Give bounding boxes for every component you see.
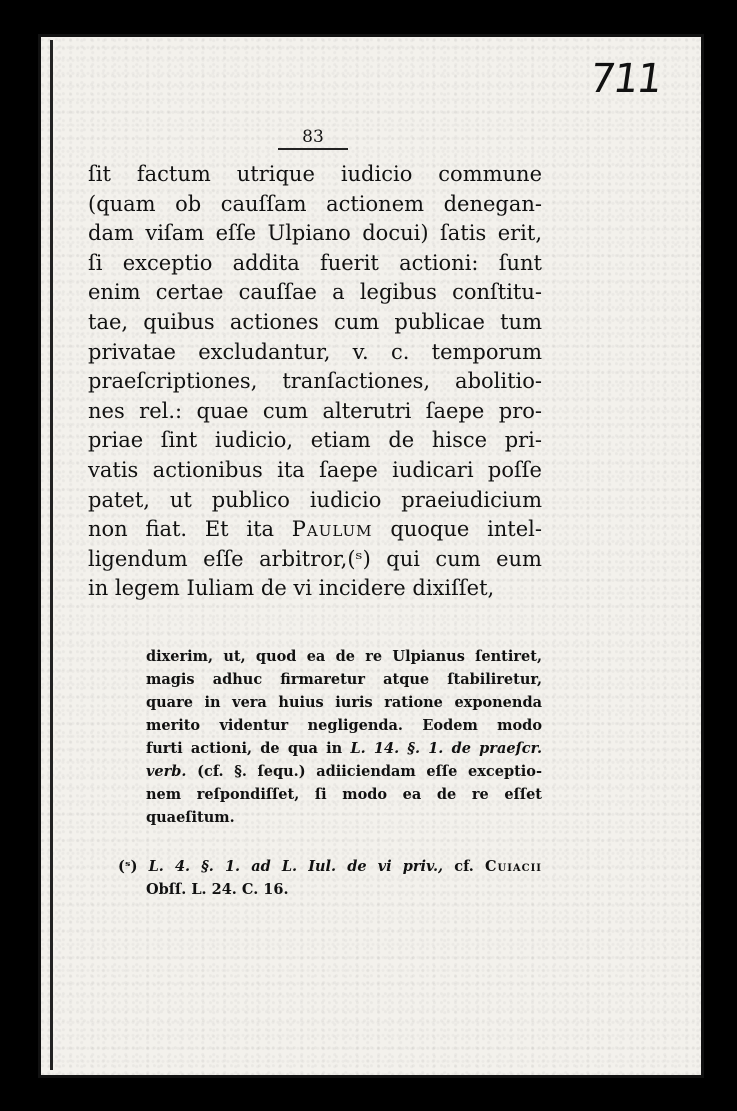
footnote-line: merito videntur negligenda. Eodem modo: [146, 717, 542, 734]
text-line: privatae excludantur, v. c. temporum: [88, 339, 542, 364]
footnote-line: nem reſpondiſſet, ſi modo ea de re eſſet: [146, 786, 542, 803]
page-edge-shadow: [50, 40, 53, 1070]
page-number-rule: [278, 148, 348, 150]
text-segment: (cf. §. ſequ.) adiiciendam eſſe exceptio-: [197, 763, 542, 780]
text-segment: non fiat. Et ita: [88, 517, 275, 542]
text-segment: qui cum eum: [386, 546, 542, 571]
legal-citation: L. 4. §. 1. ad L. Iul. de vi priv.,: [148, 858, 444, 875]
text-line: [88, 515, 542, 545]
text-line: patet, ut publico iudicio praeiudicium: [88, 487, 542, 512]
text-line: ſit factum utrique iudicio commune: [88, 162, 542, 186]
text-segment: furti actioni, de qua in: [146, 740, 343, 757]
text-line: vatis actionibus ita ſaepe iudicari poſſe: [88, 457, 542, 482]
text-line: (quam ob cauſſam actionem denegan-: [88, 191, 542, 216]
text-line: praeſcriptiones, tranſactiones, abolitio-: [88, 369, 542, 394]
text-segment: cf.: [454, 858, 474, 875]
footnote-line: Obſſ. L. 24. C. 16.: [146, 881, 289, 898]
text-segment: ligendum eſſe arbitror,: [88, 546, 348, 571]
legal-citation: verb.: [146, 763, 187, 780]
text-line: tae, quibus actiones cum publicae tum: [88, 309, 542, 334]
author-name: Cuiacii: [484, 858, 542, 875]
corner-stamp: 711: [586, 56, 664, 102]
text-line: ſi exceptio addita fuerit actioni: ſunt: [88, 250, 542, 275]
footnote-reference: (ˢ): [347, 546, 371, 571]
footnote-s: [118, 855, 542, 901]
text-line: enim certae cauſſae a legibus conſtitu-: [88, 280, 542, 305]
legal-citation: L. 14. §. 1. de praeſcr.: [350, 740, 542, 757]
text-line: dam viſam eſſe Ulpiano docui) ſatis erit,: [88, 221, 542, 246]
footnote-line: [118, 855, 542, 878]
footnote-marker: (ˢ): [118, 858, 138, 875]
footnote-line: [146, 737, 542, 760]
footnote-continuation: [146, 645, 542, 829]
text-segment: quoque intel-: [390, 517, 542, 542]
footnote-line: dixerim, ut, quod ea de re Ulpianus ſentiret,: [146, 648, 542, 665]
page-number: 83: [302, 127, 324, 147]
name-paulum: Paulum: [291, 517, 373, 542]
footnote-line: quaeſitum.: [146, 809, 235, 826]
footnote-line: magis adhuc firmaretur atque ſtabiliretur,: [146, 671, 542, 688]
text-line: priae ſint iudicio, etiam de hisce pri-: [88, 428, 542, 453]
text-line: [88, 545, 542, 575]
text-line: in legem Iuliam de vi incidere dixiſſet,: [88, 576, 495, 601]
text-line: nes rel.: quae cum alterutri ſaepe pro-: [88, 398, 542, 423]
footnote-line: [146, 760, 542, 783]
main-text: [88, 160, 542, 604]
footnote-line: quare in vera huius iuris ratione exponenda: [146, 694, 542, 711]
